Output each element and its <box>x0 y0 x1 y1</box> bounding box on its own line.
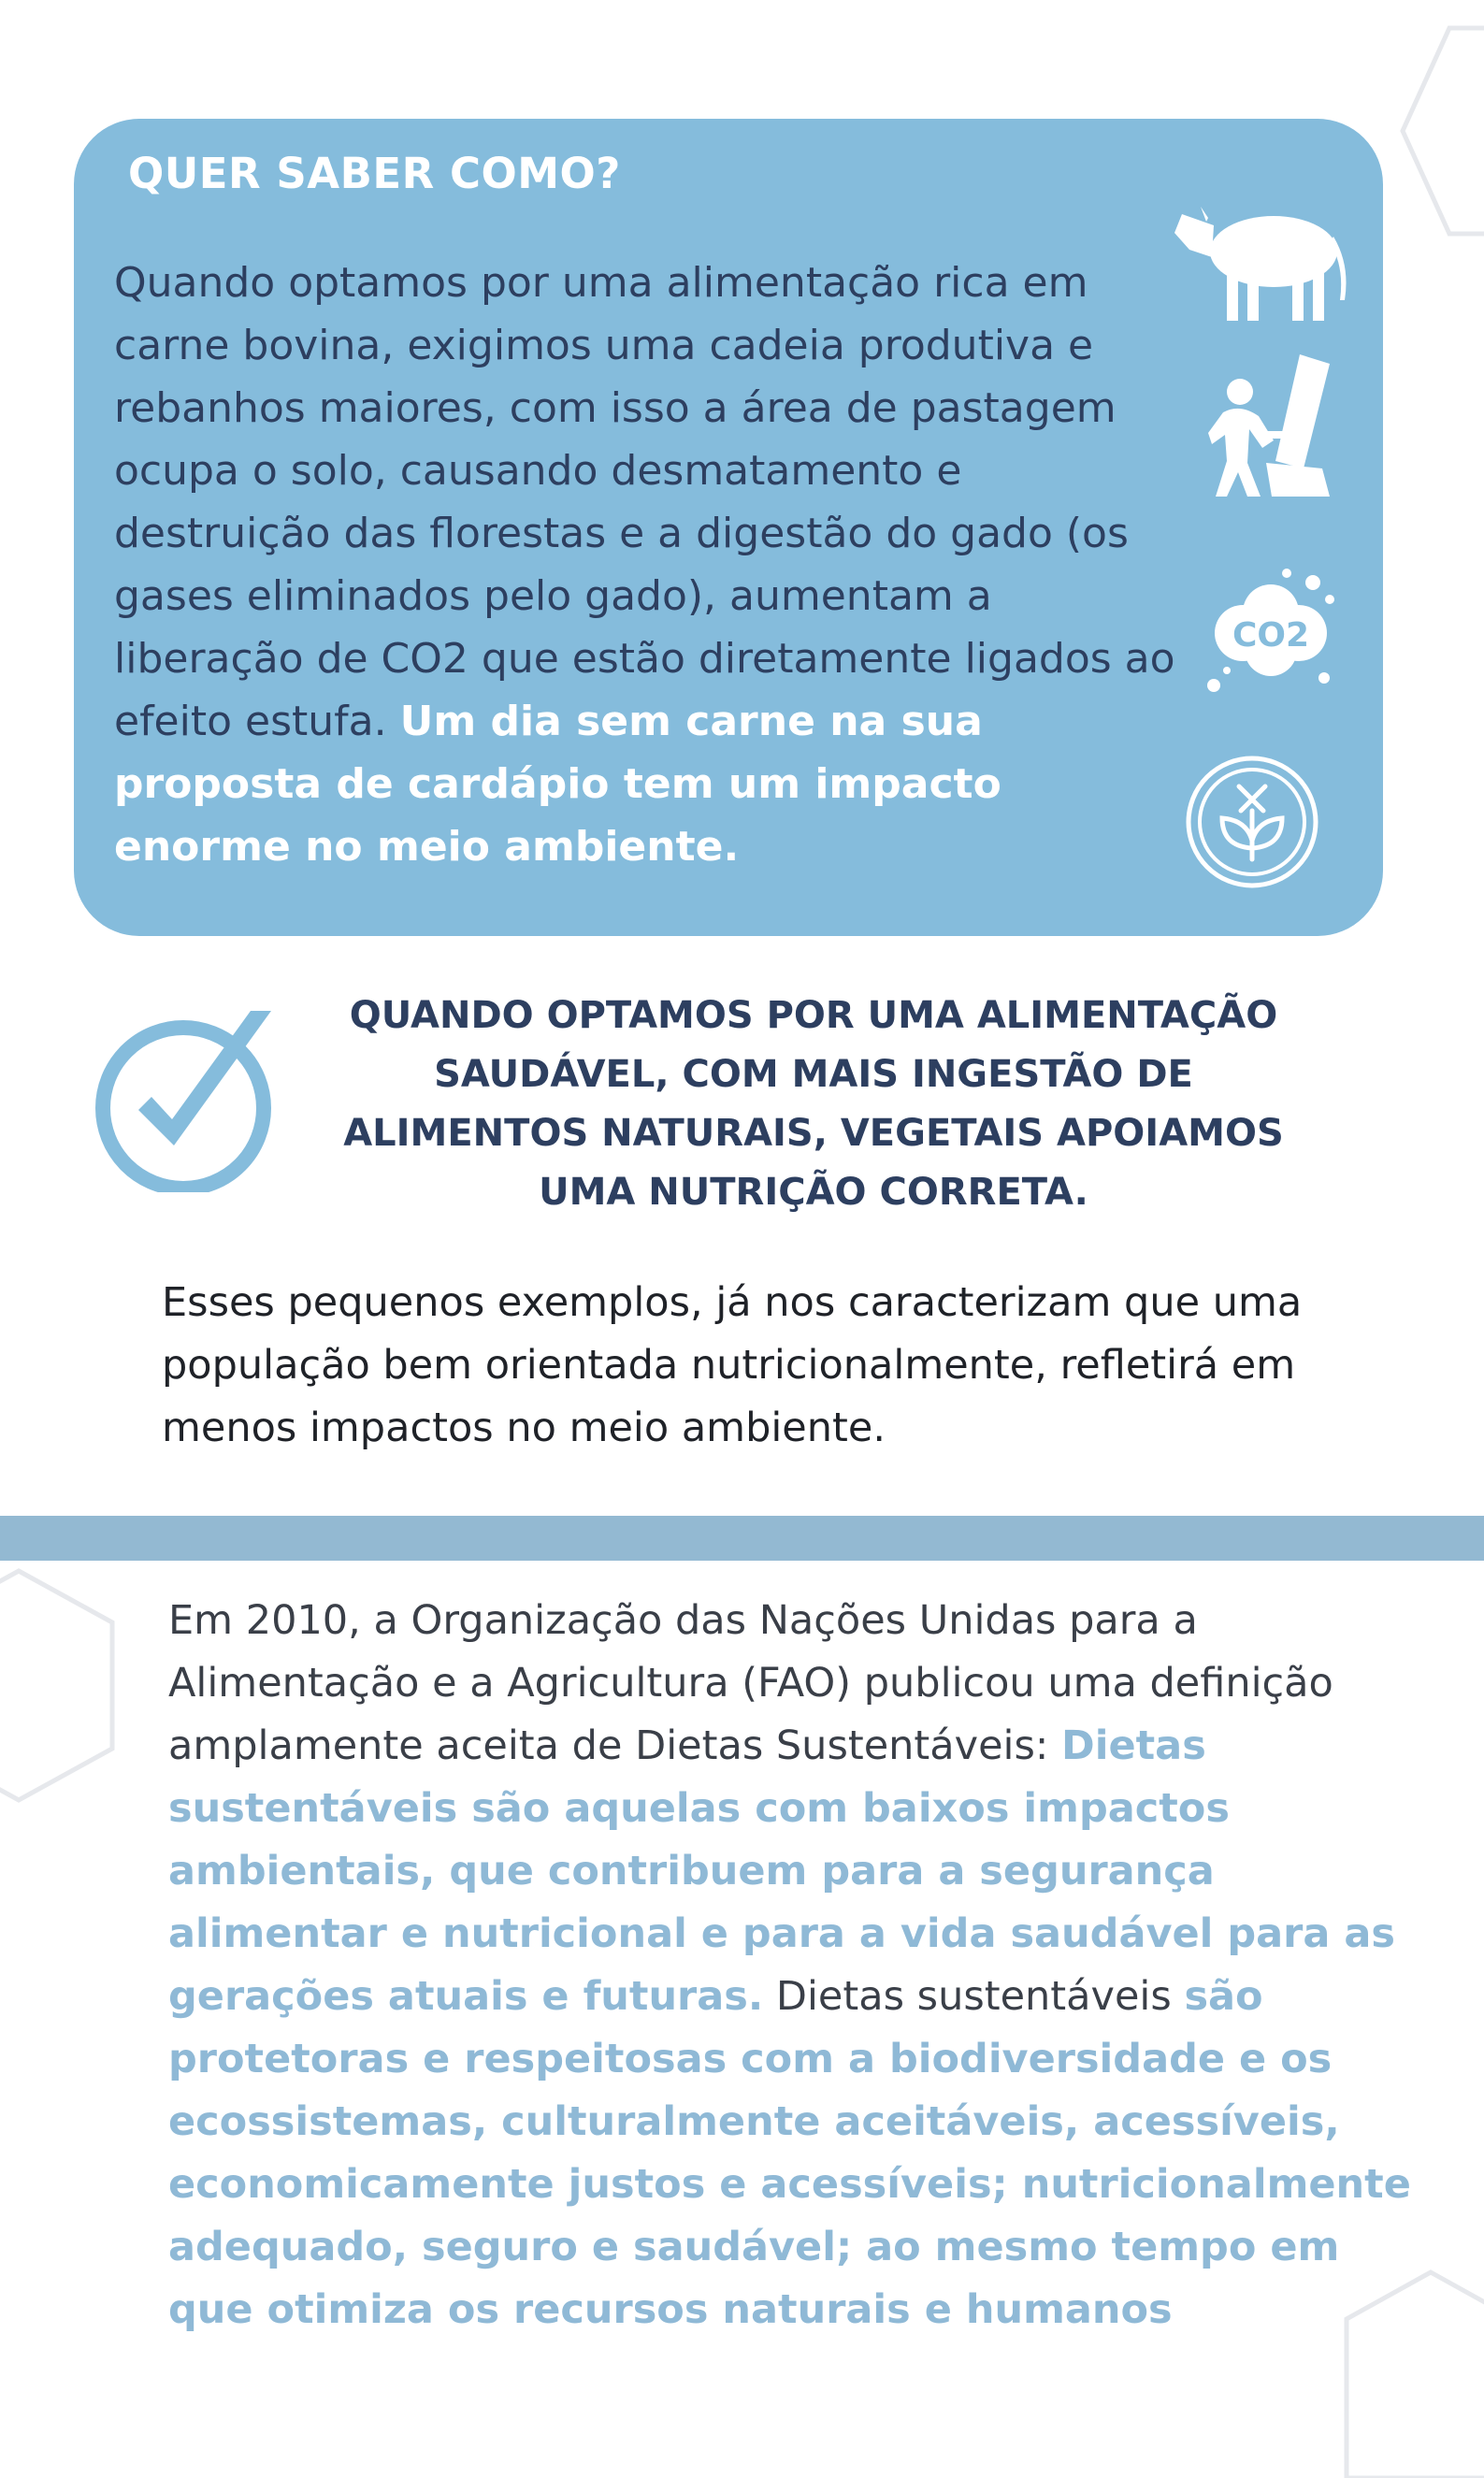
eco-food-icon <box>1185 755 1319 889</box>
card-body-text <box>114 252 1189 878</box>
hexagon-decoration-left <box>0 1562 122 1823</box>
paragraph-examples: Esses pequenos exemplos, já nos caracterizam que uma população bem orientada nutricionalmente, refletirá em menos impactos no meio ambiente. <box>162 1279 1303 1451</box>
fao-mid: Dietas sustentáveis <box>763 1973 1185 2020</box>
co2-label: CO2 <box>1232 616 1310 655</box>
cow-icon <box>1173 190 1360 325</box>
fao-intro: Em 2010, a Organização das Nações Unidas para a Alimentação e a Agricultura (FAO) publicou uma definição amplamente aceita de Dietas Sustentáveis: <box>168 1597 1333 1769</box>
check-circle-icon <box>94 1005 281 1192</box>
divider-band <box>0 1516 1484 1561</box>
paragraph-fao <box>168 1590 1412 2341</box>
deforestation-icon <box>1206 351 1337 500</box>
fao-definition-highlight: Dietas sustentáveis são aquelas com baixos impactos ambientais, que contribuem para a segurança alimentar e nutricional e para a vida saudável para as gerações atuais e futuras. <box>168 1722 1395 2020</box>
fao-properties-highlight: são protetoras e respeitosas com a biodiversidade e os ecossistemas, culturalmente aceitáveis, acessíveis, economicamente justos e acessíveis; nutricionalmente adequado, seguro e saudável; ao mesmo tempo em que otimiza os recursos naturais e humanos <box>168 1973 1411 2333</box>
card-highlight: Um dia sem carne na sua proposta de cardápio tem um impacto enorme no meio ambiente. <box>114 698 1001 871</box>
info-card <box>74 119 1383 936</box>
card-body: Quando optamos por uma alimentação rica em carne bovina, exigimos uma cadeia produtiva e rebanhos maiores, com isso a área de pastagem ocupa o solo, causando desmatamento e destruição das florestas e a digestão do gado (os gases eliminados pelo gado), aumentam a liberação de CO2 que estão diretamente ligados ao efeito estufa. <box>114 259 1175 745</box>
co2-cloud-icon <box>1201 566 1341 697</box>
card-title: QUER SABER COMO? <box>128 149 621 198</box>
statement-text: QUANDO OPTAMOS POR UMA ALIMENTAÇÃO SAUDÁVEL, COM MAIS INGESTÃO DE ALIMENTOS NATURAIS, VEGETAIS APOIAMOS UMA NUTRIÇÃO CORRETA. <box>343 994 1284 1214</box>
hexagon-decoration-top-right <box>1393 19 1484 243</box>
